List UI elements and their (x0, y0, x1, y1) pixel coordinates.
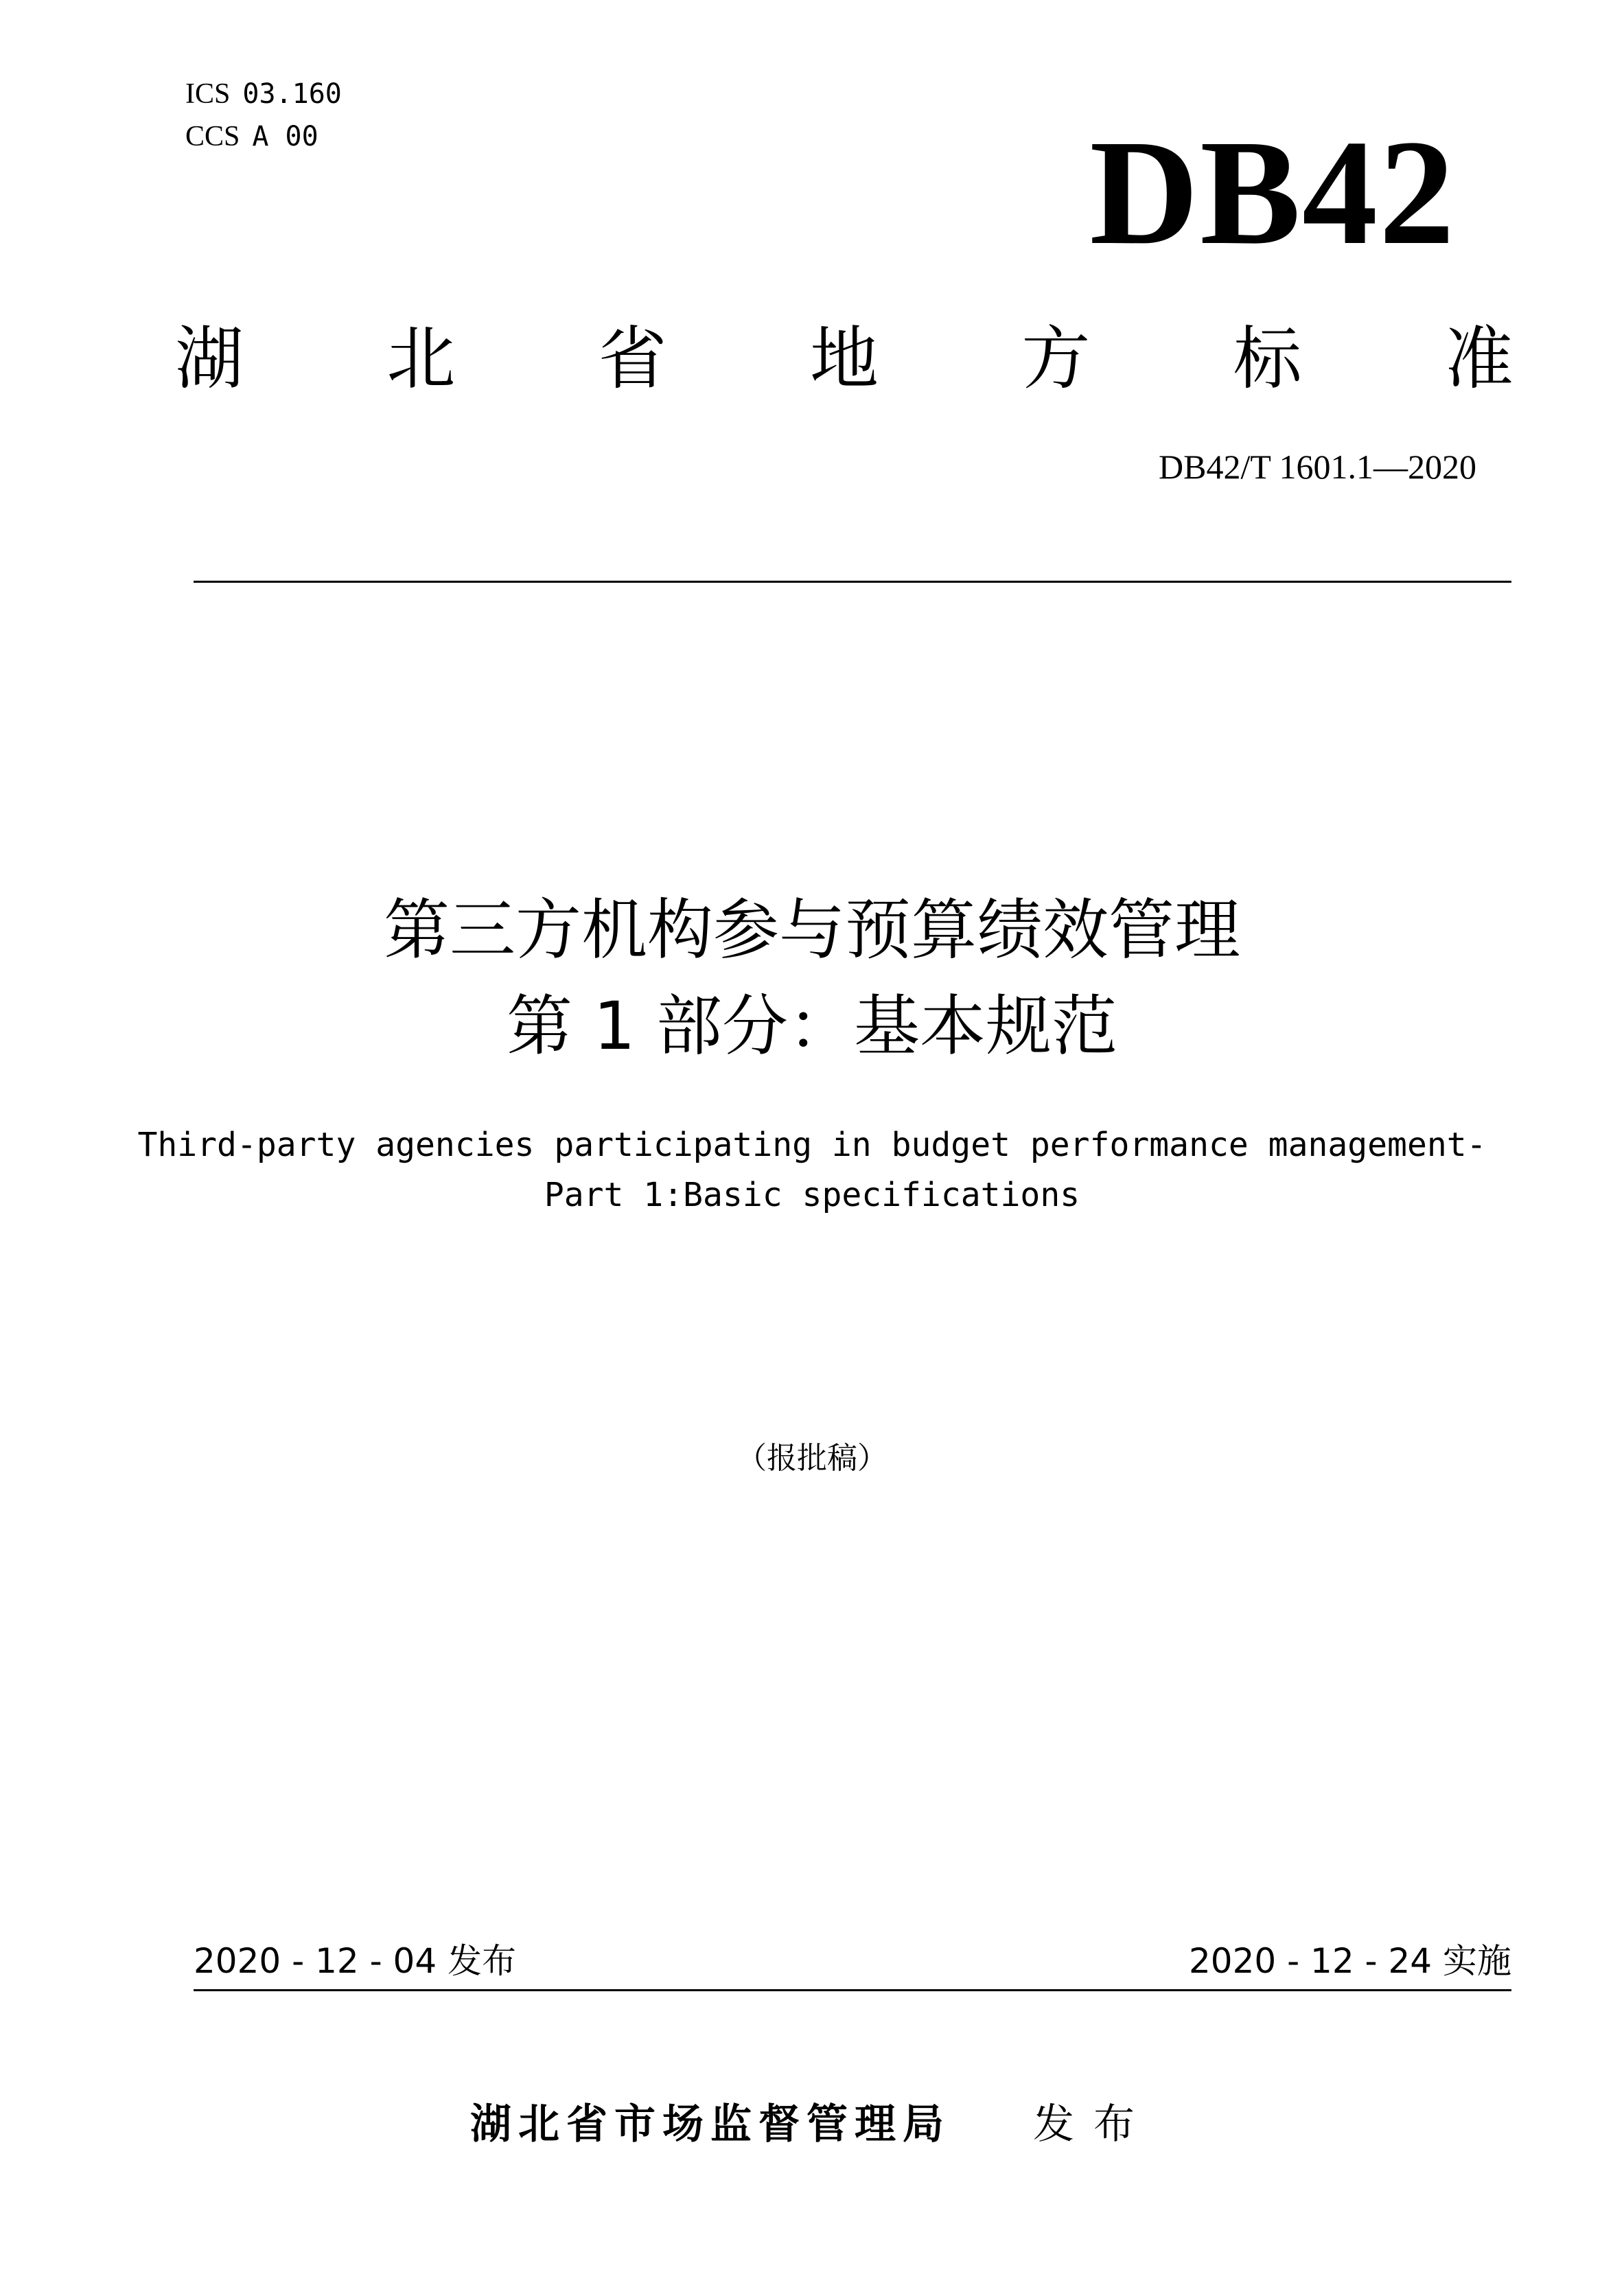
header-divider (194, 581, 1511, 583)
standard-type-heading (175, 314, 1513, 404)
footer-divider (194, 1989, 1511, 1991)
standard-code-large: DB42 (1089, 108, 1456, 276)
publisher-line (0, 2097, 1624, 2152)
standard-type-char: 方 (1021, 318, 1091, 399)
ccs-classification (185, 119, 318, 154)
standard-type-char: 地 (809, 318, 879, 399)
ccs-code: A 00 (252, 121, 318, 152)
title-cn-line2: 第 1 部分：基本规范 (506, 988, 1118, 1065)
title-cn-line1: 第三方机构参与预算绩效管理 (384, 892, 1240, 969)
standard-number: DB42/T 1601.1—2020 (1159, 448, 1476, 486)
standard-type-char: 北 (386, 318, 456, 399)
publish-word: 发布 (1033, 2100, 1154, 2148)
standard-type-char: 湖 (175, 318, 244, 399)
ics-classification (185, 77, 342, 111)
publisher: 湖北省市场监督管理局 (470, 2100, 951, 2148)
ics-label: ICS (185, 78, 231, 110)
ccs-label: CCS (185, 121, 240, 152)
standard-type-char: 标 (1233, 318, 1302, 399)
ics-code: 03.160 (242, 78, 342, 110)
standard-type-char: 准 (1444, 318, 1513, 399)
standard-type-char: 省 (598, 318, 667, 399)
draft-status: （报批稿） (736, 1441, 888, 1476)
title-en-line2: Part 1:Basic specifications (544, 1176, 1080, 1214)
release-date: 2020 - 12 - 04 发布 (194, 1941, 517, 1981)
implementation-date: 2020 - 12 - 24 实施 (1188, 1941, 1511, 1981)
title-en-line1: Third-party agencies participating in budget performance management- (137, 1126, 1487, 1164)
